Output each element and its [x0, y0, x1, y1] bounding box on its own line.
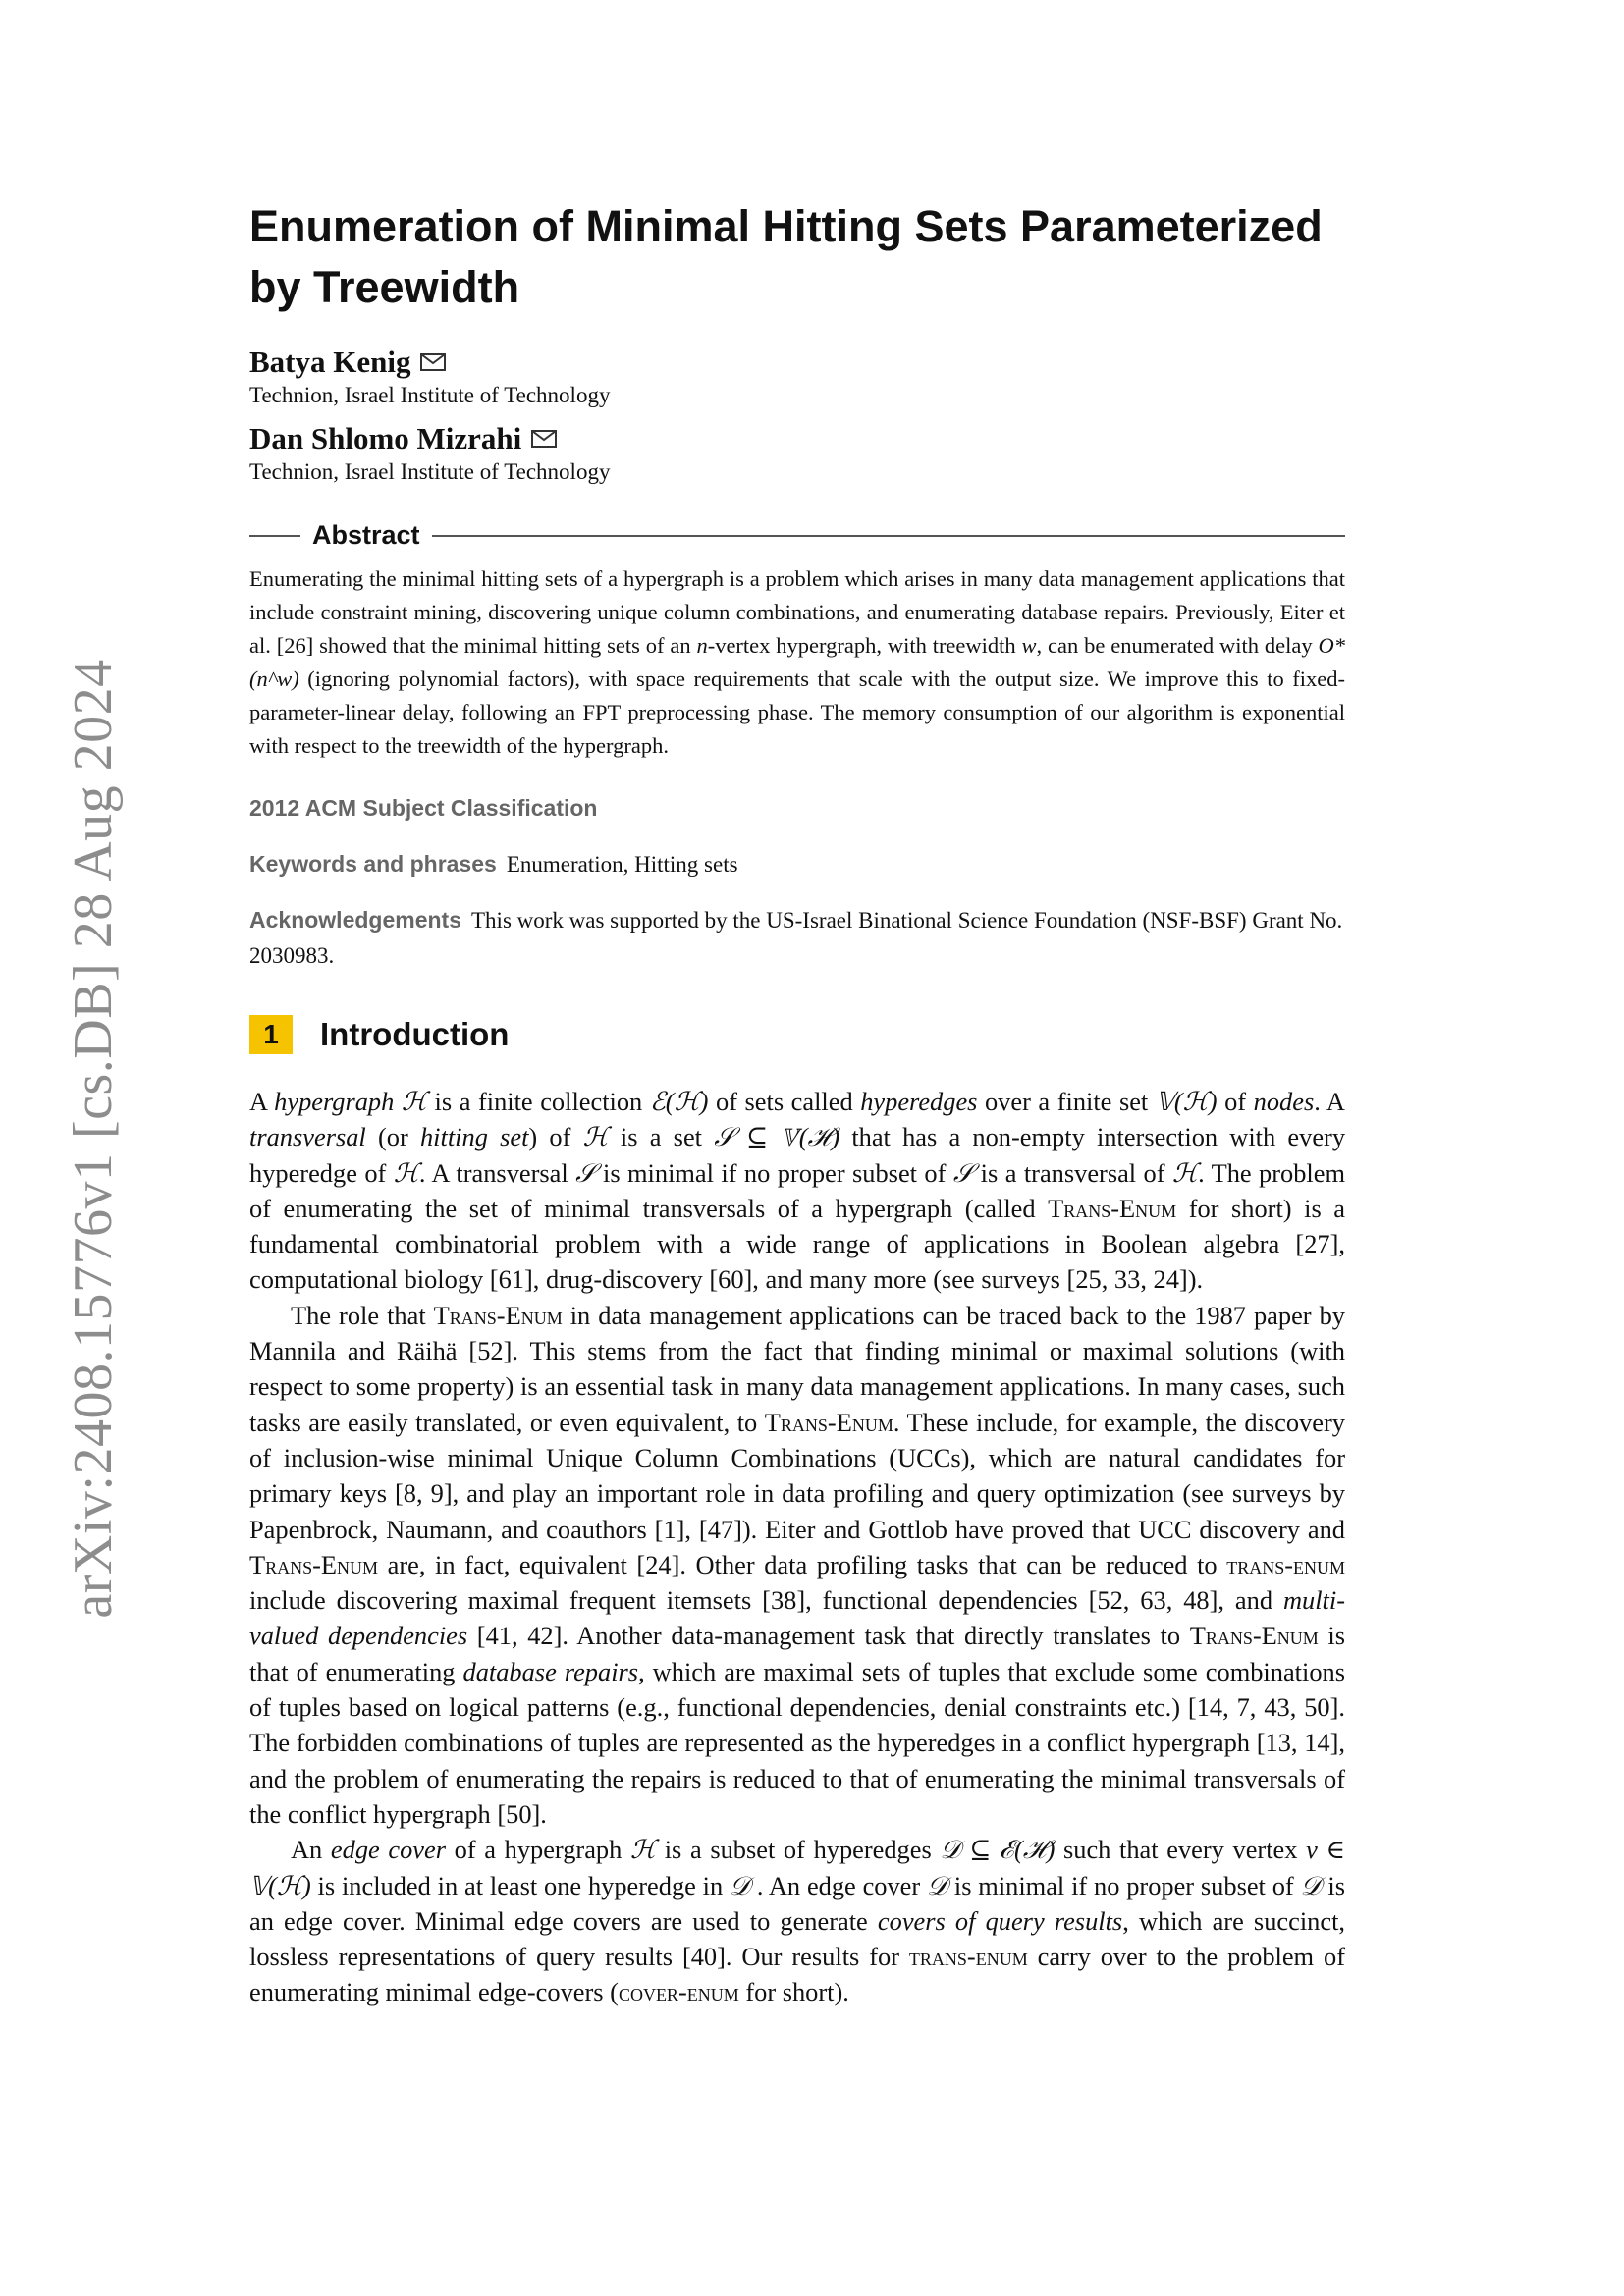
author-name: Batya Kenig: [249, 345, 411, 379]
paragraph: The role that Trans-Enum in data management applications can be traced back to the 1987 paper by Mannila and Räihä [52]. This stems from the fact that finding minimal or maximal solutions (with respect to some property) is an essential task in many data management applications. In many cases, such tasks are easily translated, or even equivalent, to Trans-Enum. These include, for example, the discovery of inclusion-wise minimal Unique Column Combinations (UCCs), which are natural candidates for primary keys [8, 9], and play an important role in data profiling and query optimization (see surveys by Papenbrock, Naumann, and coauthors [1], [47]). Eiter and Gottlob have proved that UCC discovery and Trans-Enum are, in fact, equivalent [24]. Other data profiling tasks that can be reduced to trans-enum include discovering maximal frequent itemsets [38], functional dependencies [52, 63, 48], and multi-valued dependencies [41, 42]. Another data-management task that directly translates to Trans-Enum is that of enumerating database repairs, which are maximal sets of tuples that exclude some combinations of tuples based on logical patterns (e.g., functional dependencies, denial constraints etc.) [14, 7, 43, 50]. The forbidden combinations of tuples are represented as the hyperedges in a conflict hypergraph [13, 14], and the problem of enumerating the repairs is reduced to that of enumerating the minimal transversals of the conflict hypergraph [50].: [249, 1300, 1346, 1829]
keywords-text: Enumeration, Hitting sets: [506, 852, 738, 877]
math-n: n: [696, 633, 708, 658]
email-envelope-icon[interactable]: [420, 353, 446, 371]
section-heading: [249, 1015, 1345, 1054]
math-w: w: [1021, 633, 1037, 658]
acknowledgements-label: Acknowledgements: [249, 907, 461, 933]
rule-divider: [249, 535, 300, 537]
acknowledgements-text: This work was supported by the US-Israel Binational Science Foundation (NSF-BSF) Grant No. 2030983.: [249, 908, 1343, 968]
paragraph: A hypergraph ℋ is a finite collection ℰ(ℋ) of sets called hyperedges over a finite set 𝕍(ℋ) of nodes. A transversal (or hitting set) of ℋ is a set 𝒮 ⊆ 𝕍(ℋ) that has a non-empty intersection with every hyperedge of ℋ. A transversal 𝒮 is minimal if no proper subset of 𝒮 is a transversal of ℋ. The problem of enumerating the set of minimal transversals of a hypergraph (called Trans-Enum for short) is a fundamental combinatorial problem with a wide range of applications in Boolean algebra [27], computational biology [61], drug-discovery [60], and many more (see surveys [25, 33, 24]).: [249, 1087, 1346, 1295]
keywords-label: Keywords and phrases: [249, 851, 497, 877]
abstract-label: Abstract: [312, 520, 420, 550]
author-affiliation: Technion, Israel Institute of Technology: [249, 383, 611, 407]
acm-classification-label: 2012 ACM Subject Classification: [249, 795, 598, 821]
math-delay: O*(n^w): [249, 633, 1345, 691]
author-block: [249, 420, 1345, 487]
author-block: [249, 344, 1345, 410]
email-envelope-icon[interactable]: [531, 430, 557, 448]
paper-title: Enumeration of Minimal Hitting Sets Parameterized by Treewidth: [249, 201, 1323, 312]
keywords: [249, 846, 1345, 882]
abstract-text: Enumerating the minimal hitting sets of a hypergraph is a problem which arises in many data management applications that include constraint mining, discovering unique column combinations, and enumerating database repairs. Previously, Eiter et al. [26] showed that the minimal hitting sets of an n-vertex hypergraph, with treewidth w, can be enumerated with delay O*(n^w) (ignoring polynomial factors), with space requirements that scale with the output size. We improve this to fixed-parameter-linear delay, following an FPT preprocessing phase. The memory consumption of our algorithm is exponential with respect to the treewidth of the hypergraph.: [249, 566, 1345, 758]
rule-divider: [432, 535, 1345, 537]
section-title: Introduction: [320, 1016, 510, 1052]
paper-page: [249, 196, 1345, 2010]
author-name: Dan Shlomo Mizrahi: [249, 421, 522, 455]
author-affiliation: Technion, Israel Institute of Technology: [249, 459, 611, 484]
acm-classification: [249, 790, 1345, 827]
acknowledgements: [249, 902, 1345, 974]
arxiv-identifier-stamp: arXiv:2408.15776v1 [cs.DB] 28 Aug 2024: [63, 659, 124, 1619]
body-text: [249, 1084, 1345, 2010]
section-number: 1: [249, 1015, 293, 1054]
abstract-header: [249, 520, 1345, 551]
paragraph: An edge cover of a hypergraph ℋ is a subset of hyperedges 𝒟 ⊆ ℰ(ℋ) such that every vertex v ∈ 𝕍(ℋ) is included in at least one hyperedge in 𝒟 . An edge cover 𝒟 is minimal if no proper subset of 𝒟 is an edge cover. Minimal edge covers are used to generate covers of query results, which are succinct, lossless representations of query results [40]. Our results for trans-enum carry over to the problem of enumerating minimal edge-covers (cover-enum for short).: [249, 1835, 1345, 2007]
